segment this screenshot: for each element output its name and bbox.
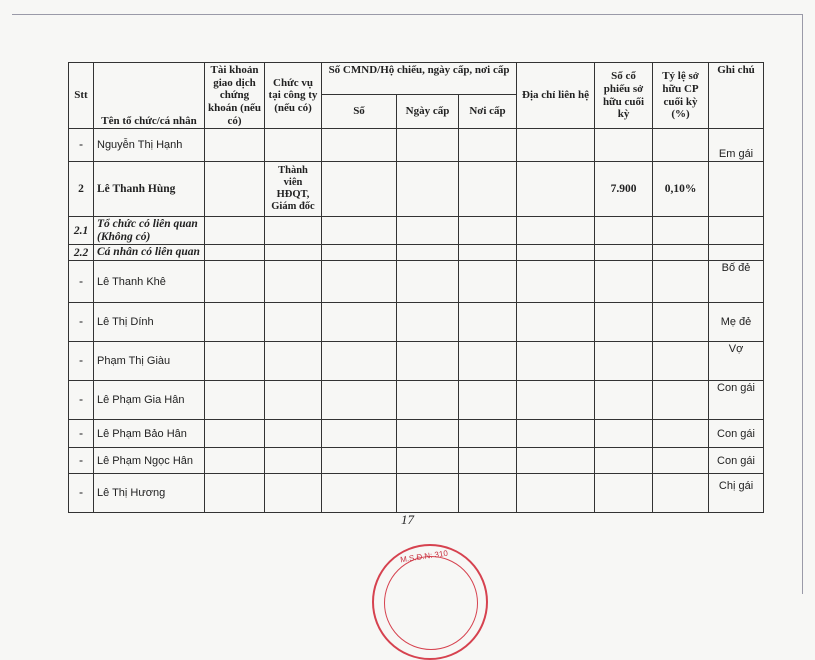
page-border-right bbox=[802, 14, 803, 594]
header-stt: Stt bbox=[69, 63, 94, 129]
row-note: Con gái bbox=[709, 448, 764, 474]
row-stt: - bbox=[69, 474, 94, 513]
row-note: Em gái bbox=[709, 129, 764, 162]
header-note: Ghi chú bbox=[709, 63, 764, 129]
header-id-no: Số bbox=[322, 94, 397, 128]
row-note: Con gái bbox=[709, 381, 764, 420]
row-ratio: 0,10% bbox=[653, 162, 709, 217]
row-stt: - bbox=[69, 129, 94, 162]
table-row bbox=[69, 129, 764, 162]
row-stt: - bbox=[69, 448, 94, 474]
row-name: Lê Phạm Ngọc Hân bbox=[94, 448, 205, 474]
header-ratio: Tỷ lệ sở hữu CP cuối kỳ (%) bbox=[653, 63, 709, 129]
table-row bbox=[69, 245, 764, 261]
row-stt: - bbox=[69, 303, 94, 342]
row-name: Lê Phạm Bảo Hân bbox=[94, 420, 205, 448]
table-row bbox=[69, 342, 764, 381]
row-stt: - bbox=[69, 381, 94, 420]
row-name: Lê Phạm Gia Hân bbox=[94, 381, 205, 420]
company-seal bbox=[372, 544, 488, 660]
row-name: Nguyễn Thị Hạnh bbox=[94, 129, 205, 162]
row-name: Lê Thị Dính bbox=[94, 303, 205, 342]
row-position: Thành viên HĐQT, Giám đốc bbox=[265, 162, 322, 217]
row-note: Chị gái bbox=[709, 474, 764, 513]
table-row bbox=[69, 381, 764, 420]
row-stt: - bbox=[69, 420, 94, 448]
table-row bbox=[69, 420, 764, 448]
table-row bbox=[69, 448, 764, 474]
row-shares: 7.900 bbox=[595, 162, 653, 217]
row-note: Bố đẻ bbox=[709, 261, 764, 303]
company-seal-text: M.S.Đ.N: 310 bbox=[399, 548, 449, 565]
row-name: Lê Thanh Hùng bbox=[94, 162, 205, 217]
table-row bbox=[69, 303, 764, 342]
related-persons-table bbox=[68, 62, 764, 513]
header-shares: Số cổ phiếu sở hữu cuối kỳ bbox=[595, 63, 653, 129]
header-address: Địa chỉ liên hệ bbox=[517, 63, 595, 129]
row-stt: 2.2 bbox=[69, 245, 94, 261]
header-id-group: Số CMND/Hộ chiếu, ngày cấp, nơi cấp bbox=[322, 63, 517, 95]
table-row bbox=[69, 261, 764, 303]
row-name: Lê Thanh Khê bbox=[94, 261, 205, 303]
table-row bbox=[69, 474, 764, 513]
row-name: Cá nhân có liên quan bbox=[94, 245, 205, 261]
row-stt: 2 bbox=[69, 162, 94, 217]
header-name: Tên tổ chức/cá nhân bbox=[94, 63, 205, 129]
page-number: 17 bbox=[401, 512, 414, 527]
row-name: Lê Thị Hương bbox=[94, 474, 205, 513]
row-note: Mẹ đẻ bbox=[709, 303, 764, 342]
table-row bbox=[69, 162, 764, 217]
table-row bbox=[69, 217, 764, 245]
company-seal-inner-ring bbox=[384, 556, 478, 650]
row-note: Vợ bbox=[709, 342, 764, 381]
row-stt: 2.1 bbox=[69, 217, 94, 245]
header-id-place: Nơi cấp bbox=[459, 94, 517, 128]
header-account: Tài khoản giao dịch chứng khoán (nếu có) bbox=[205, 63, 265, 129]
page-border-top bbox=[12, 14, 803, 15]
row-name: Tổ chức có liên quan (Không có) bbox=[94, 217, 205, 245]
row-note: Con gái bbox=[709, 420, 764, 448]
row-name: Phạm Thị Giàu bbox=[94, 342, 205, 381]
header-position: Chức vụ tại công ty (nếu có) bbox=[265, 63, 322, 129]
header-id-date: Ngày cấp bbox=[397, 94, 459, 128]
row-stt: - bbox=[69, 261, 94, 303]
row-stt: - bbox=[69, 342, 94, 381]
